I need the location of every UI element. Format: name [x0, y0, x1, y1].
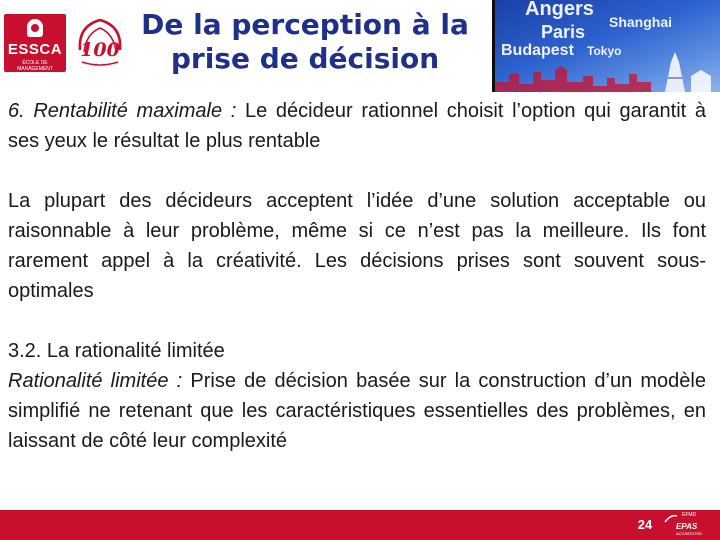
slide-footer	[0, 510, 720, 540]
slide-header	[0, 0, 720, 94]
skyline-icon	[495, 52, 720, 92]
centenary-number: 100	[80, 39, 120, 61]
city-label: Tokyo	[587, 44, 622, 58]
slide-title: De la perception à la prise de décision	[141, 8, 469, 75]
epas-word: EPAS	[676, 522, 698, 531]
epas-top-text: EFMD	[682, 512, 697, 518]
city-label: Angers	[525, 0, 594, 20]
paragraph-rentabilite	[8, 96, 706, 156]
epas-sub-text: ACCREDITED	[676, 531, 703, 536]
centenary-100-logo	[72, 12, 128, 72]
paragraph-lead: 6. Rentabilité maximale :	[8, 100, 237, 122]
city-label: Paris	[541, 22, 586, 42]
essca-logo-tagline: ÉCOLE DE MANAGEMENT	[17, 60, 53, 72]
city-label: Shanghai	[609, 14, 673, 30]
paragraph-text: Prise de décision basée sur la construction d’un modèle simplifié ne retenant que les caractéristiques essentielles des problèmes, en laissant de côté leur complexité	[8, 370, 706, 452]
epas-logo	[664, 512, 714, 538]
essca-logo	[4, 14, 66, 72]
paragraph-lead: Rationalité limitée :	[8, 370, 183, 392]
essca-crest-icon	[27, 19, 43, 37]
paragraph-solution-acceptable: La plupart des décideurs acceptent l’idée d’une solution acceptable ou raisonnable à leur problème, même si ce n’est pas la meilleure. Ils font rarement appel à la créativité. Les décisions prises sont souvent sous-optimales	[8, 190, 706, 302]
essca-logo-name: ESSCA	[7, 41, 63, 58]
city-banner-image	[492, 0, 720, 92]
paragraph-rationalite-limitee	[8, 366, 706, 456]
city-label: Budapest	[501, 42, 574, 59]
paragraph-text: Le décideur rationnel choisit l’option qui garantit à ses yeux le résultat le plus rentable	[8, 100, 707, 152]
page-number: 24	[637, 517, 653, 532]
slide-body	[8, 96, 706, 456]
section-heading: 3.2. La rationalité limitée	[8, 340, 225, 362]
